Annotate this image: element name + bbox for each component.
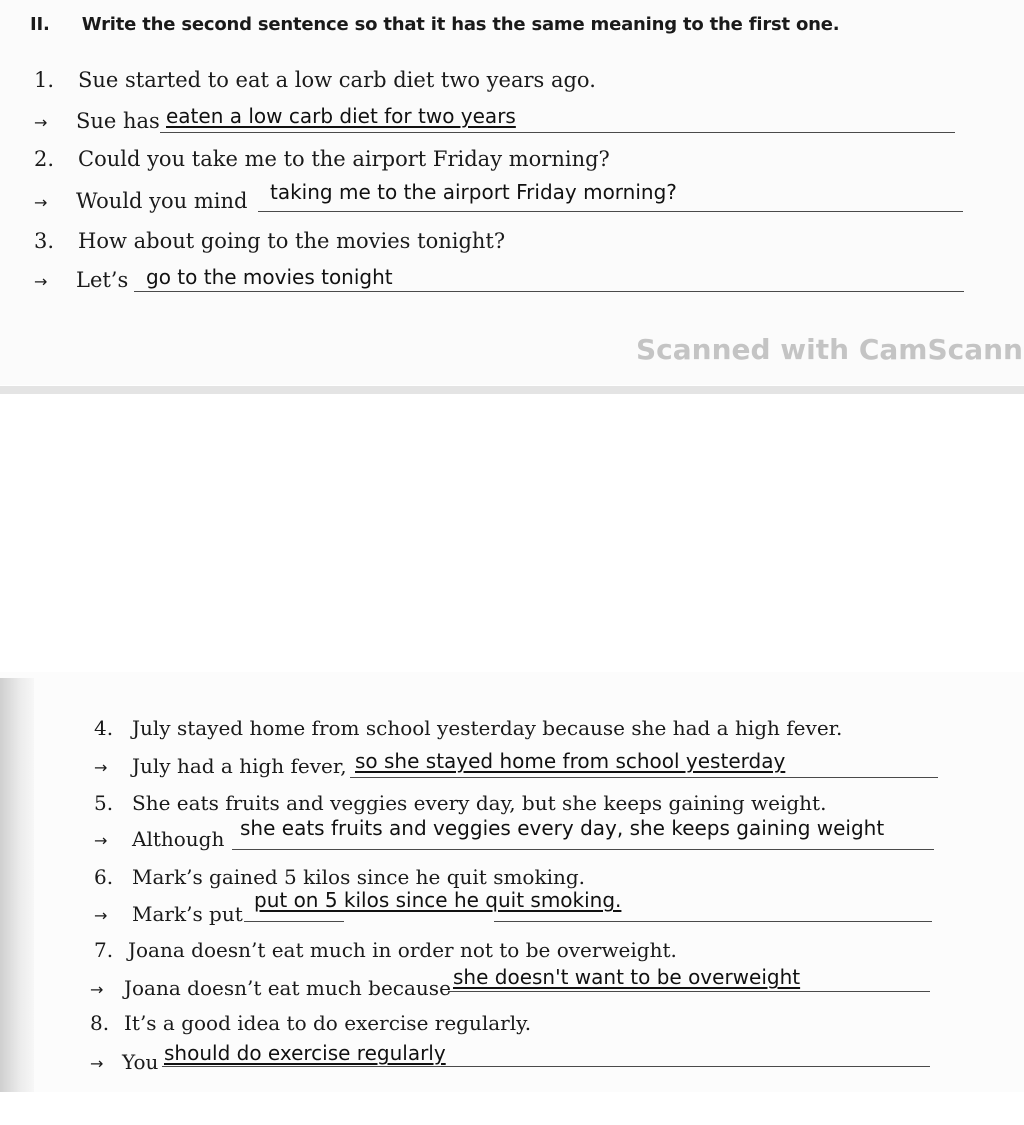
original-sentence: How about going to the movies tonight? — [78, 229, 506, 253]
exercise-item-8-rewrite — [90, 1050, 158, 1074]
exercise-item-5-original — [94, 791, 826, 815]
original-sentence: Joana doesn’t eat much in order not to be overweight. — [128, 938, 677, 962]
rewrite-prompt: Would you mind — [76, 189, 248, 213]
arrow-icon: → — [90, 980, 104, 999]
rewrite-prompt: July had a high fever, — [132, 754, 347, 778]
exercise-item-2-rewrite — [34, 189, 247, 213]
original-sentence: It’s a good idea to do exercise regularly. — [124, 1011, 532, 1035]
answer-blank-line — [448, 991, 930, 992]
rewrite-prompt: Mark’s put — [132, 902, 243, 926]
exercise-item-6-rewrite — [94, 902, 243, 926]
answer-1: eaten a low carb diet for two years — [166, 104, 516, 128]
exercise-item-4-original — [94, 716, 842, 740]
answer-8: should do exercise regularly — [164, 1041, 446, 1065]
answer-blank-line — [494, 921, 932, 922]
answer-4: so she stayed home from school yesterday — [355, 749, 786, 773]
original-sentence: Mark’s gained 5 kilos since he quit smoking. — [132, 865, 586, 889]
exercise-item-4-rewrite — [94, 754, 347, 778]
item-number: 8. — [90, 1011, 110, 1035]
answer-blank-line — [350, 777, 938, 778]
answer-7: she doesn't want to be overweight — [453, 965, 801, 989]
exercise-item-6-original — [94, 865, 585, 889]
exercise-item-3-original — [34, 229, 505, 253]
section-heading — [30, 14, 839, 35]
section-number: II. — [30, 14, 50, 35]
scan-shadow-edge — [0, 678, 34, 1092]
arrow-icon: → — [34, 193, 48, 212]
rewrite-prompt: Let’s — [76, 268, 129, 292]
exercise-item-1-original — [34, 68, 596, 92]
rewrite-prompt: You — [122, 1050, 159, 1074]
scanner-watermark: Scanned with CamScann — [636, 333, 1023, 366]
item-number: 2. — [34, 147, 55, 171]
answer-6: put on 5 kilos since he quit smoking. — [254, 888, 622, 912]
answer-blank-line — [134, 291, 964, 292]
answer-2: taking me to the airport Friday morning? — [270, 180, 677, 204]
answer-blank-line — [162, 1066, 930, 1067]
exercise-item-1-rewrite — [34, 109, 160, 133]
arrow-icon: → — [90, 1054, 104, 1073]
item-number: 7. — [94, 938, 114, 962]
answer-blank-line — [244, 921, 344, 922]
answer-blank-line — [232, 849, 934, 850]
exercise-item-3-rewrite — [34, 268, 128, 292]
item-number: 5. — [94, 791, 114, 815]
answer-5: she eats fruits and veggies every day, she keeps gaining weight — [240, 816, 885, 840]
original-sentence: She eats fruits and veggies every day, but she keeps gaining weight. — [132, 791, 827, 815]
original-sentence: Could you take me to the airport Friday morning? — [78, 147, 610, 171]
arrow-icon: → — [94, 906, 108, 925]
exercise-item-7-rewrite — [90, 976, 451, 1000]
page-divider — [0, 386, 1024, 394]
exercise-item-5-rewrite — [94, 827, 224, 851]
exercise-item-7-original — [94, 938, 677, 962]
exercise-item-2-original — [34, 147, 610, 171]
arrow-icon: → — [94, 758, 108, 777]
item-number: 4. — [94, 716, 114, 740]
rewrite-prompt: Sue has — [76, 109, 160, 133]
item-number: 6. — [94, 865, 114, 889]
arrow-icon: → — [34, 113, 48, 132]
answer-3: go to the movies tonight — [146, 265, 393, 289]
exercise-item-8-original — [90, 1011, 531, 1035]
item-number: 1. — [34, 68, 55, 92]
arrow-icon: → — [94, 831, 108, 850]
rewrite-prompt: Joana doesn’t eat much because — [124, 976, 451, 1000]
item-number: 3. — [34, 229, 55, 253]
original-sentence: Sue started to eat a low carb diet two years ago. — [78, 68, 596, 92]
arrow-icon: → — [34, 272, 48, 291]
answer-blank-line — [160, 132, 955, 133]
original-sentence: July stayed home from school yesterday because she had a high fever. — [132, 716, 843, 740]
rewrite-prompt: Although — [132, 827, 225, 851]
answer-blank-line — [258, 211, 963, 212]
section-instruction: Write the second sentence so that it has the same meaning to the first one. — [81, 14, 840, 35]
